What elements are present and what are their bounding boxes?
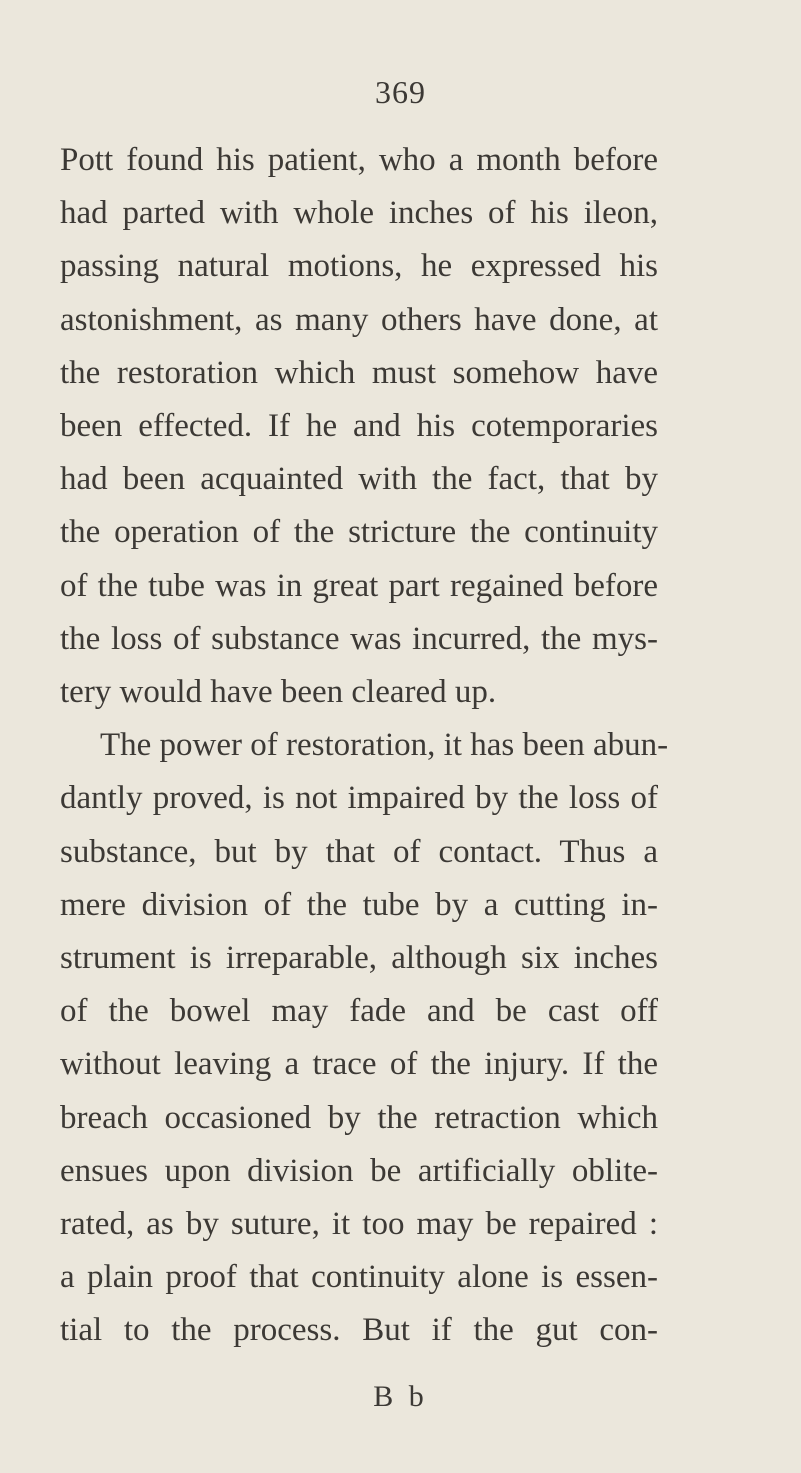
text-line: passing natural motions, he expressed his [60, 248, 658, 285]
text-line: without leaving a trace of the injury. If the [60, 1046, 658, 1083]
text-line: dantly proved, is not impaired by the loss of [60, 780, 658, 817]
text-line: astonishment, as many others have done, at [60, 301, 658, 338]
text-line: tial to the process. But if the gut con- [60, 1312, 658, 1349]
text-line: Pott found his patient, who a month before [60, 142, 658, 178]
text-line: The power of restoration, it has been abun- [100, 727, 669, 764]
text-line: breach occasioned by the retraction which [60, 1099, 658, 1136]
text-line: had been acquainted with the fact, that by [60, 461, 658, 498]
text-line: been effected. If he and his cotemporaries [60, 408, 658, 444]
text-line: had parted with whole inches of his ileon, [60, 195, 658, 232]
text-line: tery would have been cleared up. [60, 674, 497, 710]
text-line: ensues upon division be artificially oblite- [60, 1152, 658, 1189]
text-line: of the tube was in great part regained before [60, 567, 658, 604]
text-line: mere division of the tube by a cutting in- [60, 886, 658, 923]
text-line: substance, but by that of contact. Thus a [60, 833, 658, 870]
text-line: a plain proof that continuity alone is essen- [60, 1259, 658, 1296]
text-line: of the bowel may fade and be cast off [60, 993, 658, 1030]
text-line: rated, as by suture, it too may be repaired : [60, 1206, 658, 1242]
text-line: the restoration which must somehow have [60, 354, 658, 391]
signature-mark: B b [373, 1380, 428, 1413]
page-number: 369 [375, 74, 426, 110]
text-line: strument is irreparable, although six inches [60, 940, 658, 976]
text-line: the operation of the stricture the continuity [60, 514, 658, 551]
text-line: the loss of substance was incurred, the mys- [60, 620, 658, 657]
